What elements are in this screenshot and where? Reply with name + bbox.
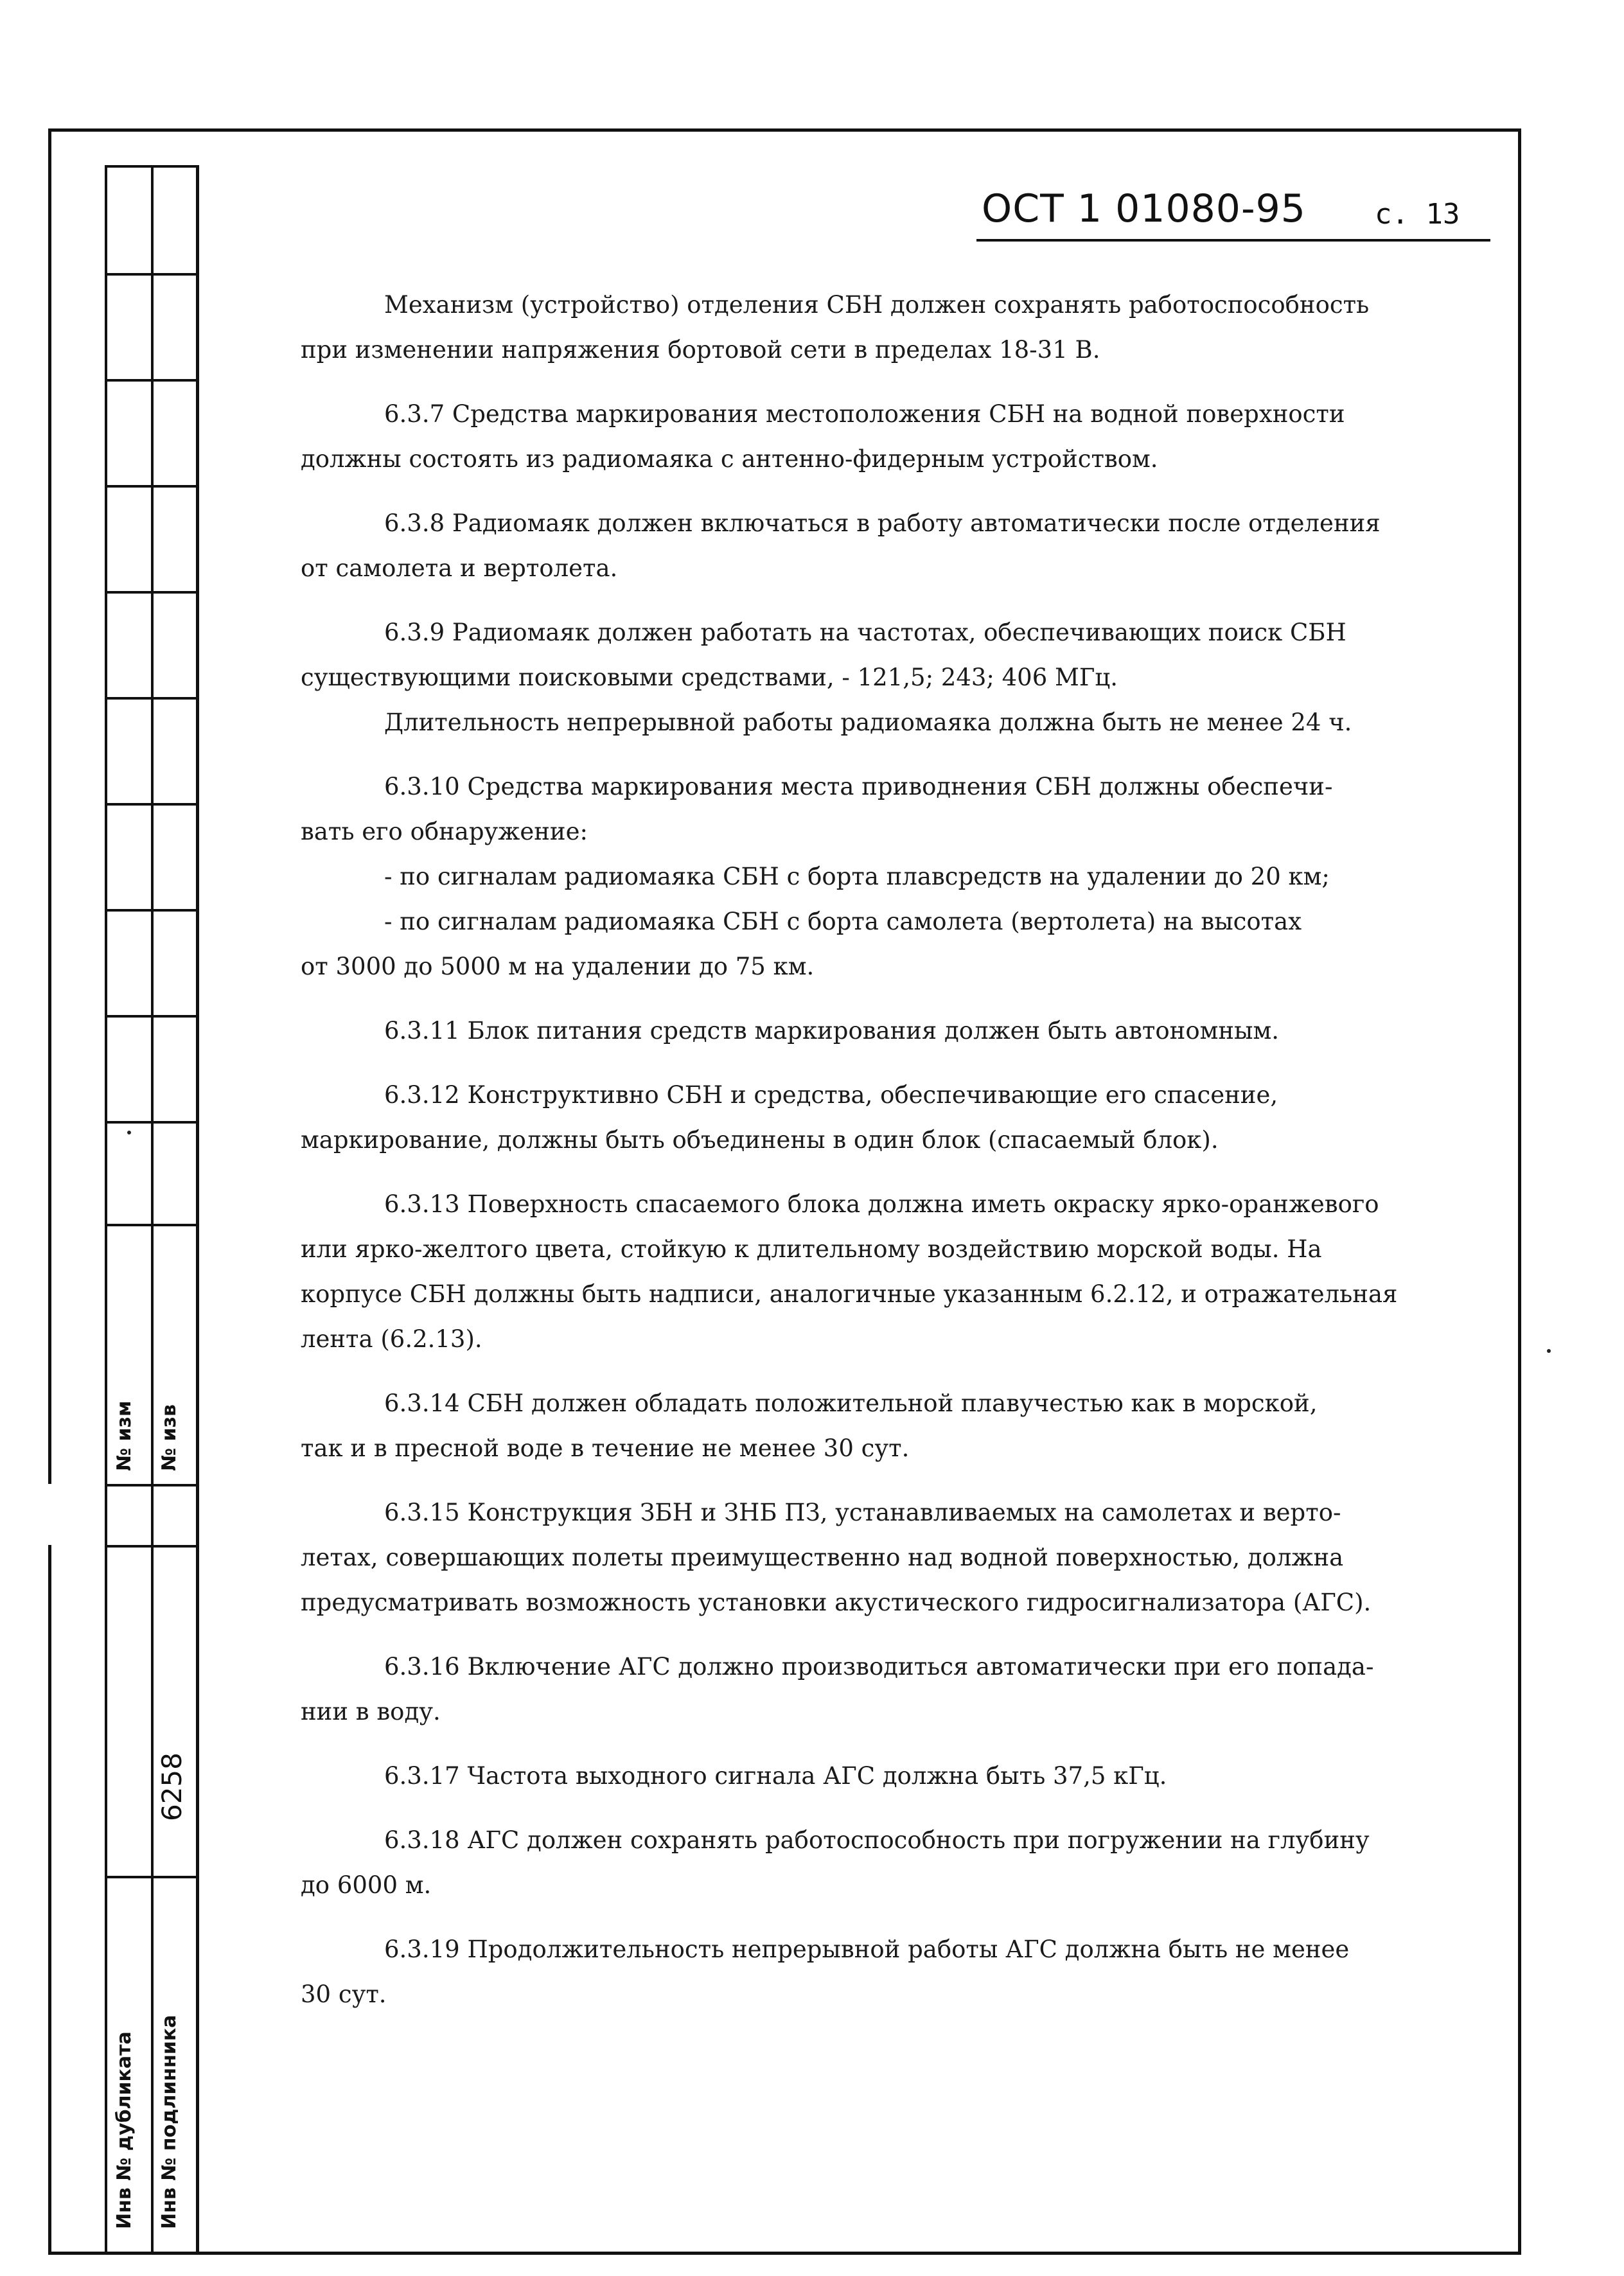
scan-speck — [1547, 1349, 1551, 1353]
side-label-inv-dub: Инв № дубликата — [113, 2031, 136, 2229]
text-line: 6.3.10 Средства маркирования места приводнения СБН должны обеспечи- — [384, 773, 1333, 800]
paragraph — [301, 700, 1457, 745]
text-line: 6.3.14 СБН должен обладать положительной плавучестью как в морской, — [384, 1389, 1318, 1417]
paragraph — [301, 1754, 1457, 1799]
text-line: 6.3.19 Продолжительность непрерывной работы АГС должна быть не менее — [384, 1936, 1350, 1963]
side-cell-divider — [105, 485, 196, 488]
text-line: 6.3.11 Блок питания средств маркирования должен быть автономным. — [384, 1017, 1280, 1045]
side-cell-divider — [105, 697, 196, 700]
text-line: нии в воду. — [301, 1698, 441, 1725]
side-cell-divider — [105, 1876, 196, 1878]
side-inv-orig-number: 6258 — [156, 1752, 188, 1821]
header-underline — [976, 239, 1490, 242]
side-column-top — [105, 165, 196, 168]
text-line: - по сигналам радиомаяка СБН с борта самолета (вертолета) на высотах — [384, 908, 1302, 935]
paragraph — [301, 1381, 1457, 1471]
text-line: 6.3.15 Конструкция ЗБН и ЗНБ ПЗ, устанавливаемых на самолетах и верто- — [384, 1499, 1341, 1526]
paragraph — [301, 283, 1457, 373]
paragraph — [301, 610, 1457, 700]
side-cell-divider — [105, 273, 196, 276]
page-number: с. 13 — [1375, 198, 1460, 231]
text-line: - по сигналам радиомаяка СБН с борта плавсредств на удалении до 20 км; — [384, 863, 1330, 890]
document-code: ОСТ 1 01080-95 — [982, 186, 1306, 231]
list-item — [301, 854, 1457, 899]
text-line: 6.3.16 Включение АГС должно производиться автоматически при его попада- — [384, 1653, 1374, 1681]
side-cell-divider — [105, 591, 196, 594]
text-line: корпусе СБН должны быть надписи, аналогичные указанным 6.2.12, и отражательная — [301, 1280, 1398, 1308]
paragraph — [301, 764, 1457, 854]
text-line: летах, совершающих полеты преимущественно над водной поверхностью, должна — [301, 1544, 1344, 1571]
paragraph — [301, 1490, 1457, 1625]
side-cell-divider — [105, 1484, 196, 1486]
paragraph — [301, 1182, 1457, 1362]
text-line: должны состоять из радиомаяка с антенно-фидерным устройством. — [301, 445, 1158, 473]
paragraph — [301, 1073, 1457, 1163]
text-line: от 3000 до 5000 м на удалении до 75 км. — [301, 953, 815, 980]
list-item — [301, 899, 1457, 989]
side-label-izv: № изв — [158, 1404, 181, 1471]
paragraph — [301, 392, 1457, 482]
paragraph — [301, 1645, 1457, 1734]
text-line: Длительность непрерывной работы радиомаяка должна быть не менее 24 ч. — [384, 709, 1352, 736]
text-line: или ярко-желтого цвета, стойкую к длительному воздействию морской воды. На — [301, 1235, 1322, 1263]
scan-speck — [127, 1131, 131, 1134]
text-line: до 6000 м. — [301, 1871, 432, 1899]
paragraph — [301, 501, 1457, 591]
side-label-izm: № изм — [113, 1400, 136, 1471]
text-line: предусматривать возможность установки акустического гидросигнализатора (АГС). — [301, 1589, 1372, 1616]
side-cell-divider — [105, 1015, 196, 1018]
text-line: 6.3.18 АГС должен сохранять работоспособность при погружении на глубину — [384, 1826, 1370, 1854]
text-line: лента (6.2.13). — [301, 1325, 482, 1353]
side-column-line — [151, 165, 154, 2255]
text-line: 6.3.13 Поверхность спасаемого блока должна иметь окраску ярко-оранжевого — [384, 1190, 1379, 1218]
text-line: 30 сут. — [301, 1980, 387, 2008]
side-cell-divider — [105, 1545, 196, 1548]
body-text — [301, 283, 1457, 2036]
text-line: 6.3.7 Средства маркирования местоположения СБН на водной поверхности — [384, 400, 1345, 428]
side-cell-divider — [105, 379, 196, 382]
side-cell-divider — [105, 1224, 196, 1226]
side-cell-divider — [105, 803, 196, 806]
text-line: 6.3.9 Радиомаяк должен работать на частотах, обеспечивающих поиск СБН — [384, 619, 1346, 646]
text-line: 6.3.12 Конструктивно СБН и средства, обеспечивающие его спасение, — [384, 1081, 1278, 1109]
side-cell-divider — [105, 1121, 196, 1124]
text-line: Механизм (устройство) отделения СБН должен сохранять работоспособность — [384, 291, 1370, 319]
text-line: вать его обнаружение: — [301, 818, 588, 845]
side-gap — [48, 1484, 105, 1545]
text-line: при изменении напряжения бортовой сети в пределах 18-31 В. — [301, 336, 1100, 364]
side-cell-divider — [105, 909, 196, 912]
text-line: 6.3.17 Частота выходного сигнала АГС должна быть 37,5 кГц. — [384, 1762, 1167, 1790]
side-label-inv-orig: Инв № подлинника — [158, 2015, 181, 2229]
paragraph — [301, 1927, 1457, 2017]
side-column-line — [105, 165, 107, 2255]
paragraph — [301, 1009, 1457, 1054]
text-line: маркирование, должны быть объединены в один блок (спасаемый блок). — [301, 1126, 1219, 1154]
text-line: так и в пресной воде в течение не менее 30 сут. — [301, 1434, 910, 1462]
text-line: 6.3.8 Радиомаяк должен включаться в работу автоматически после отделения — [384, 509, 1381, 537]
text-line: существующими поисковыми средствами, - 121,5; 243; 406 МГц. — [301, 664, 1118, 691]
text-line: от самолета и вертолета. — [301, 554, 618, 582]
paragraph — [301, 1818, 1457, 1908]
